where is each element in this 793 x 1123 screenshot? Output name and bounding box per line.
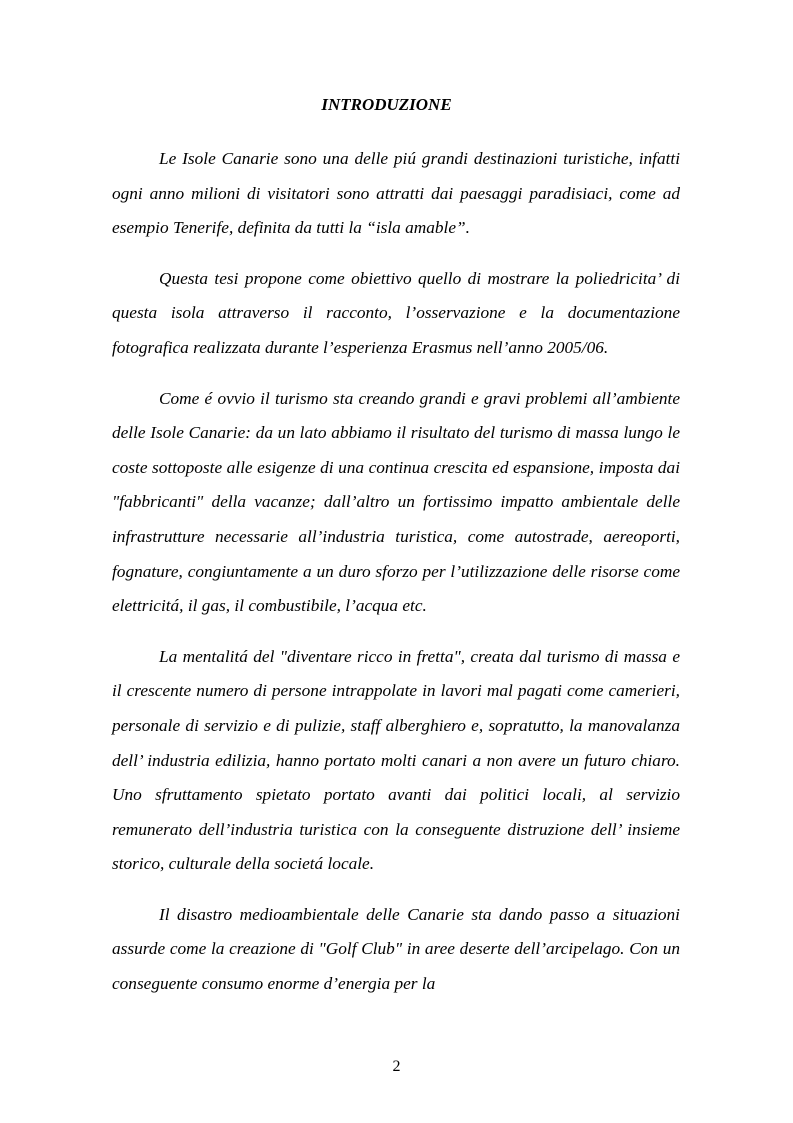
paragraph-4: La mentalitá del "diventare ricco in fretta", creata dal turismo di massa e il crescente numero di persone intrappolate in lavori mal pagati come camerieri, personale di servizio e di pulizie, staff alberghiero e, sopratutto, la manovalanza dell’ industria edilizia, hanno portato molti canari a non avere un futuro chiaro. Uno sfruttamento spietato portato avanti dai politici locali, al servizio remunerato dell’industria turistica con la conseguente distruzione dell’ insieme storico, culturale della societá locale.	[112, 646, 680, 874]
page-title: INTRODUZIONE	[321, 95, 452, 114]
paragraph-5: Il disastro medioambientale delle Canarie sta dando passo a situazioni assurde come la creazione di "Golf Club" in aree deserte dell’arcipelago. Con un conseguente consumo enorme d’energia per la	[112, 904, 680, 994]
paragraph-1: Le Isole Canarie sono una delle piú grandi destinazioni turistiche, infatti ogni anno milioni di visitatori sono attratti dai paesaggi paradisiaci, come ad esempio Tenerife, definita da tutti la “isla amable”.	[112, 149, 680, 238]
paragraph-3: Come é ovvio il turismo sta creando grandi e gravi problemi all’ambiente delle Isole Canarie: da un lato abbiamo il risultato del turismo di massa lungo le coste sottoposte alle esigenze di una continua crescita ed espansione, imposta dai "fabbricanti" della vacanze; dall’altro un fortissimo impatto ambientale delle infrastrutture necessarie all’industria turistica, come autostrade, aereoporti, fognature, congiuntamente a un duro sforzo per l’utilizzazione delle risorse come elettricitá, il gas, il combustibile, l’acqua etc.	[112, 388, 680, 616]
page-number: 2	[392, 1058, 401, 1075]
paragraph-2: Questa tesi propone come obiettivo quello di mostrare la poliedricita’ di questa isola attraverso il racconto, l’osservazione e la documentazione fotografica realizzata durante l’esperienza Erasmus nell’anno 2005/06.	[112, 268, 680, 357]
document-body	[112, 142, 680, 1018]
